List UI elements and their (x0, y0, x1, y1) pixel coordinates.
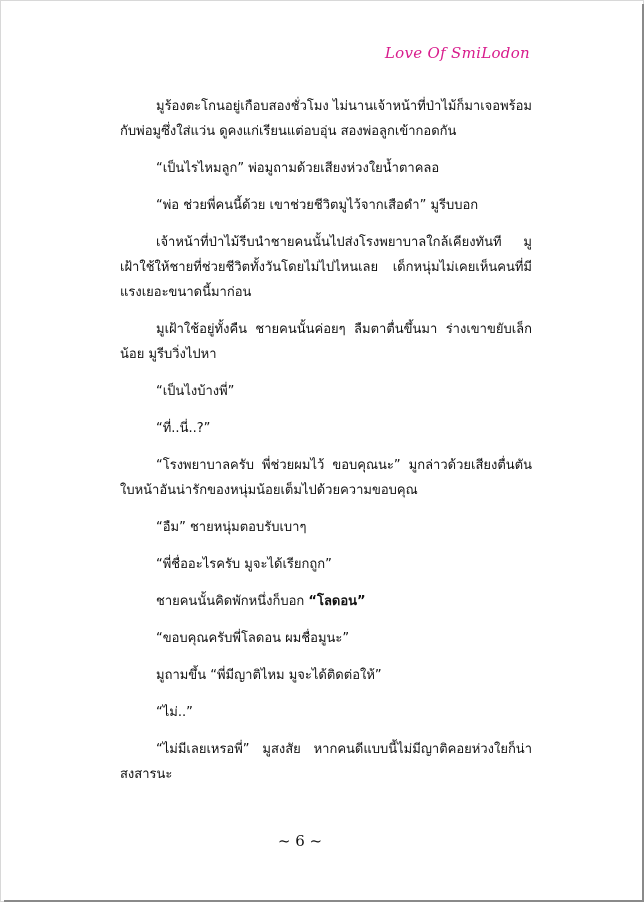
paragraph: “เป็นไรไหมลูก” พ่อมูถามด้วยเสียงห่วงใยน้ำตาคลอ (156, 161, 440, 176)
paragraph: “ขอบคุณครับพี่โลดอน ผมชื่อมูนะ” (156, 631, 350, 646)
paragraph: มูถามขึ้น “พี่มีญาติไหม มูจะได้ติดต่อให้” (156, 668, 382, 683)
paragraph: “ไม่มีเลยเหรอพี่” มูสงสัย หากคนดีแบบนี้ไม่มีญาติคอยห่วงใยก็น่าสงสารนะ (120, 742, 532, 782)
name-intro-prefix: ชายคนนั้นคิดพักหนึ่งก็บอก (156, 594, 309, 609)
paragraph: “โรงพยาบาลครับ พี่ช่วยผมไว้ ขอบคุณนะ” มูกล่าวด้วยเสียงตื่นตันใบหน้าอันน่ารักของหนุ่มน้อยเต็มไปด้วยความขอบคุณ (120, 458, 532, 498)
paragraph: “พ่อ ช่วยพี่คนนี้ด้วย เขาช่วยชีวิตมูไว้จากเสือดำ” มูรีบบอก (156, 198, 479, 213)
body-text (120, 94, 532, 799)
paragraph: “เป็นไงบ้างพี่” (156, 384, 235, 399)
running-header-title: Love Of SmiLodon (384, 44, 530, 62)
paragraph: เจ้าหน้าที่ป่าไม้รีบนำชายคนนั้นไปส่งโรงพยาบาลใกล้เคียงทันที มูเฝ้าใช้ให้ชายที่ช่วยชีวิตทั้งวันโดยไม่ไปไหนเลย เด็กหนุ่มไม่เคยเห็นคนที่มีแรงเยอะขนาดนี้มาก่อน (120, 235, 532, 300)
paragraph: “อืม” ชายหนุ่มตอบรับเบาๆ (156, 520, 307, 535)
page-number: ~ 6 ~ (277, 832, 323, 850)
paragraph: มูเฝ้าใช้อยู่ทั้งคืน ชายคนนั้นค่อยๆ ลืมตาตื่นขึ้นมา ร่างเขาขยับเล็กน้อย มูรีบวิ่งไปหา (120, 322, 532, 362)
paragraph: มูร้องตะโกนอยู่เกือบสองชั่วโมง ไม่นานเจ้าหน้าที่ป่าไม้ก็มาเจอพร้อมกับพ่อมูซึ่งใส่แว่น ดูคงแก่เรียนแต่อบอุ่น สองพ่อลูกเข้ากอดกัน (120, 99, 532, 139)
paragraph: “พี่ชื่ออะไรครับ มูจะได้เรียกถูก” (156, 557, 332, 572)
character-name: “โลดอน” (308, 594, 366, 609)
paragraph: “ไม่..” (156, 705, 193, 720)
paragraph: “ที่..นี่..?” (156, 421, 211, 436)
paragraph-name-intro (120, 589, 532, 614)
